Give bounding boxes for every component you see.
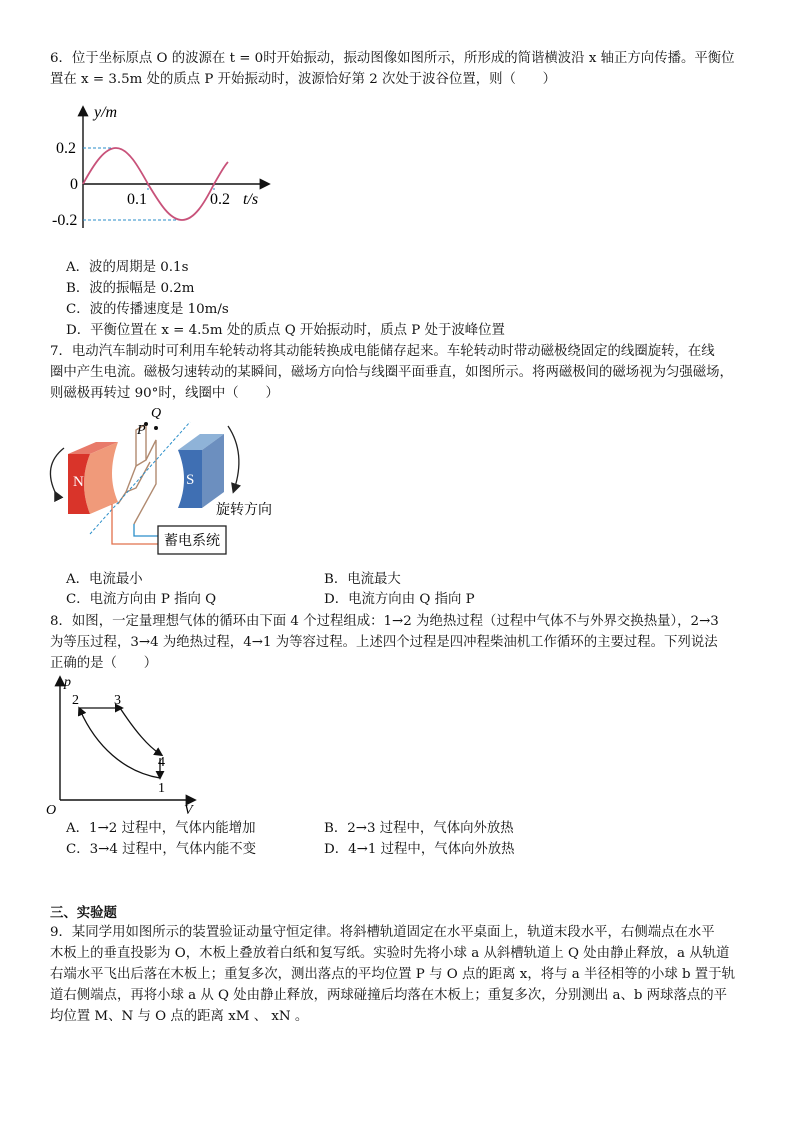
q8-option-b[interactable]: B．2→3 过程中，气体向外放热: [324, 821, 514, 836]
q8-point-3-label: 3: [114, 693, 121, 708]
q8-p-label: p: [64, 675, 71, 690]
q6-option-c[interactable]: C．波的传播速度是 10m/s: [66, 302, 229, 317]
q7-right-rotation-arrow: [228, 426, 239, 490]
q7-wire: [112, 504, 158, 544]
q7-s-magnet: [178, 434, 224, 508]
q7-line-3: 则磁极再转过 90°时，线圈中（ ）: [50, 386, 279, 401]
q8-option-c[interactable]: C．3→4 过程中，气体内能不变: [66, 842, 257, 857]
q8-process-3-4: [120, 708, 160, 754]
q7-point-q: [154, 426, 158, 430]
q7-line-1: 7．电动汽车制动时可利用车轮转动将其动能转换成电能储存起来。车轮转动时带动磁极绕固定的线圈旋转，在线: [50, 344, 715, 359]
q6-vibration-graph: [50, 100, 280, 240]
question-9-stem: [50, 922, 750, 1027]
q8-option-a[interactable]: A．1→2 过程中，气体内能增加: [66, 821, 256, 836]
q8-point-2-label: 2: [72, 693, 79, 708]
q6-y-pos-label: 0.2: [56, 140, 76, 157]
q9-line-4: 道右侧端点，再将小球 a 从 Q 处由静止释放，两球碰撞后均落在木板上；重复多次，分别测出 a、b 两球落点的平: [50, 988, 728, 1003]
q6-x2-label: 0.2: [210, 191, 230, 208]
q8-point-1-label: 1: [158, 781, 165, 796]
q7-option-b[interactable]: B．电流最大: [324, 572, 401, 587]
q7-left-rotation-arrow: [50, 448, 64, 494]
q7-s-label: S: [186, 472, 195, 488]
q6-y-axis-label: y/m: [94, 104, 118, 121]
q8-point-4-label: 4: [158, 755, 165, 770]
q8-line-3: 正确的是（ ）: [50, 656, 158, 671]
question-6-stem: [50, 48, 750, 90]
q7-storage-label: 蓄电系统: [164, 534, 220, 549]
q8-v-label: V: [184, 803, 193, 814]
q6-option-a[interactable]: A．波的周期是 0.1s: [66, 260, 189, 275]
q9-line-5: 均位置 M、N 与 O 点的距离 xM 、 xN 。: [50, 1009, 309, 1024]
q7-rotation-label: 旋转方向: [216, 503, 272, 518]
q6-y-neg-label: -0.2: [52, 212, 78, 229]
question-7-stem: [50, 341, 750, 404]
q6-option-b[interactable]: B．波的振幅是 0.2m: [66, 281, 195, 296]
q7-line-2: 圈中产生电流。磁极匀速转动的某瞬间，磁场方向恰与线圈平面垂直，如图所示。将两磁极间的磁场视为匀强磁场，: [50, 365, 733, 380]
q8-o-label: O: [46, 803, 57, 814]
q6-x1-label: 0.1: [127, 191, 147, 208]
question-8-stem: [50, 611, 750, 674]
q8-line-1: 8．如图，一定量理想气体的循环由下面 4 个过程组成：1→2 为绝热过程（过程中气体不与外界交换热量），2→3: [50, 614, 719, 629]
q6-t-axis-label: t/s: [243, 191, 259, 208]
q7-wire-2: [134, 524, 158, 536]
q7-n-label: N: [73, 474, 84, 490]
q8-line-2: 为等压过程，3→4 为绝热过程，4→1 为等容过程。上述四个过程是四冲程柴油机工作循环的主要过程。下列说法: [50, 635, 718, 650]
q7-coil: [118, 424, 156, 524]
q9-line-1: 9．某同学用如图所示的装置验证动量守恒定律。将斜槽轨道固定在水平桌面上，轨道末段水平，右侧端点在水平: [50, 925, 715, 940]
q6-line-2: 置在 x = 3.5m 处的质点 P 开始振动时，波源恰好第 2 次处于波谷位置，则（ ）: [50, 72, 557, 87]
q6-line-1: 6．位于坐标原点 O 的波源在 t = 0时开始振动，振动图像如图所示，所形成的简谐横波沿 x 轴正方向传播。平衡位: [50, 51, 735, 66]
q8-pv-diagram: [44, 672, 204, 814]
q7-p-label: P: [137, 423, 146, 438]
q7-option-a[interactable]: A．电流最小: [66, 572, 143, 587]
q9-line-2: 木板上的垂直投影为 O，木板上叠放着白纸和复写纸。实验时先将小球 a 从斜槽轨道上 Q 处由静止释放，a 从轨道: [50, 946, 730, 961]
q7-q-label: Q: [151, 406, 162, 421]
q6-option-d[interactable]: D．平衡位置在 x = 4.5m 处的质点 Q 开始振动时，质点 P 处于波峰位置: [66, 323, 505, 338]
section-heading: 三、实验题: [50, 905, 117, 921]
q6-origin-label: 0: [70, 176, 78, 193]
q7-option-d[interactable]: D．电流方向由 Q 指向 P: [324, 592, 475, 607]
q7-generator-figure: [40, 404, 300, 566]
q7-option-c[interactable]: C．电流方向由 P 指向 Q: [66, 592, 217, 607]
q8-option-d[interactable]: D．4→1 过程中，气体向外放热: [324, 842, 515, 857]
q9-line-3: 右端水平飞出后落在木板上；重复多次，测出落点的平均位置 P 与 O 点的距离 x，将与 a 半径相等的小球 b 置于轨: [50, 967, 735, 982]
